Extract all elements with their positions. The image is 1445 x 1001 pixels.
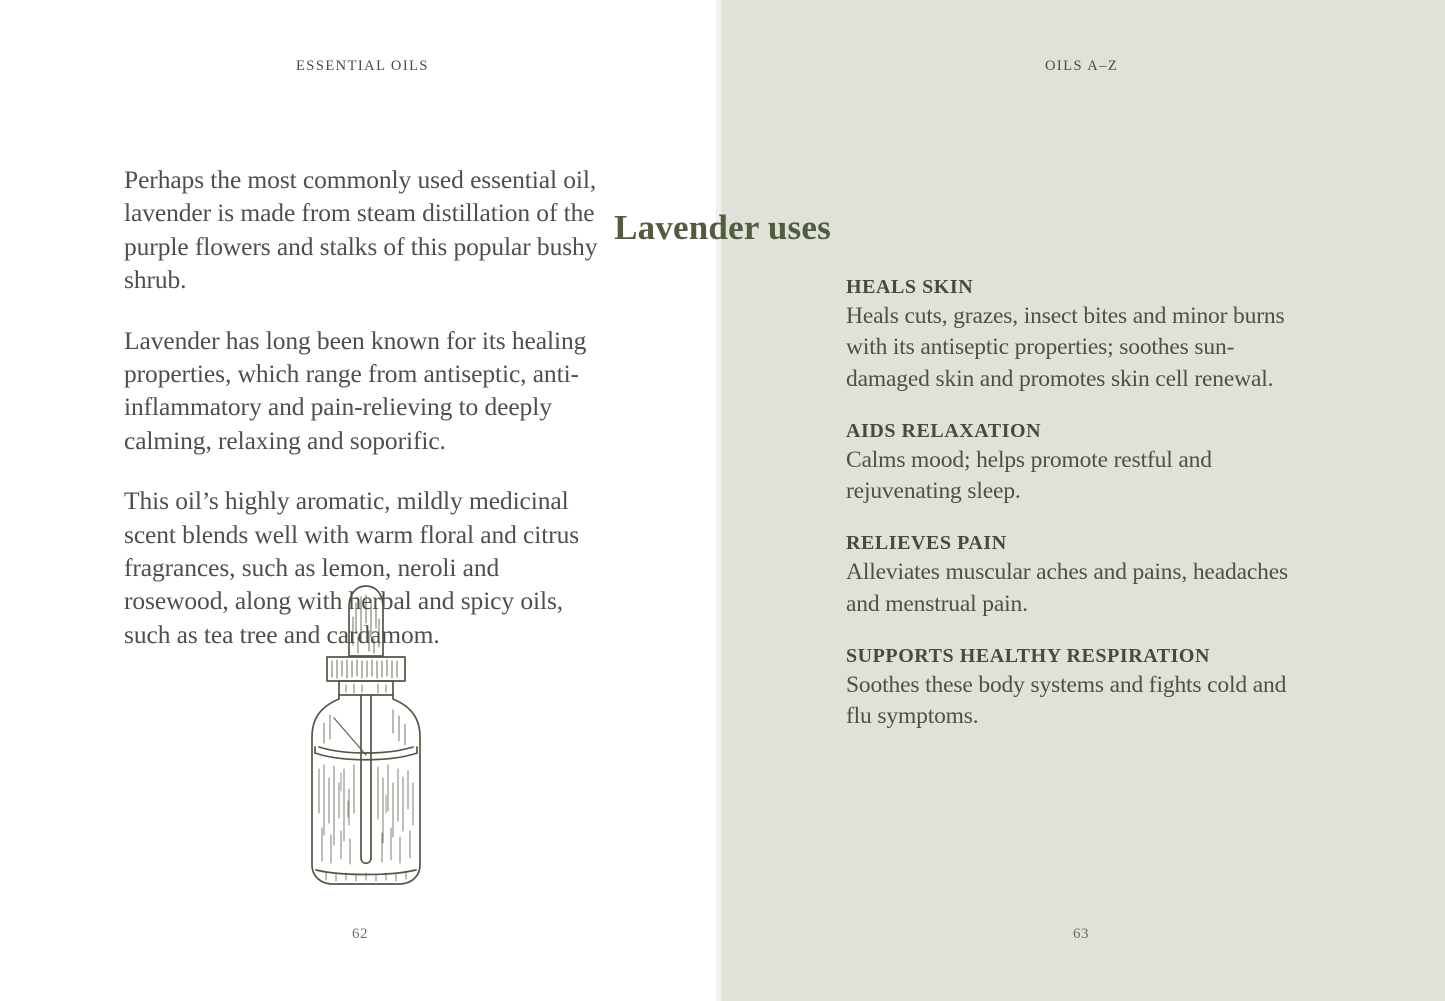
use-block xyxy=(846,276,1316,395)
use-block xyxy=(846,645,1316,733)
use-description: Soothes these body systems and fights cold and flu symptoms. xyxy=(846,671,1287,729)
page-number-right: 63 xyxy=(1073,926,1089,942)
use-description: Alleviates muscular aches and pains, headaches and menstrual pain. xyxy=(846,559,1289,617)
lavender-uses-list xyxy=(846,276,1316,732)
use-heading: SUPPORTS HEALTHY RESPIRATION xyxy=(846,644,1211,667)
use-block xyxy=(846,532,1316,620)
left-page xyxy=(0,0,716,1001)
use-heading: HEALS SKIN xyxy=(846,276,974,298)
paragraph-3: This oil’s highly aromatic, mildly medicinal scent blends well with warm floral and citrus fragrances, such as lemon, neroli and rosewood, along with herbal and spicy oils, such as tea tree and cardamom. xyxy=(124,486,580,649)
dropper-bottle-illustration xyxy=(286,573,446,898)
paragraph-2: Lavender has long been known for its healing properties, which range from antiseptic, anti-inflammatory and pain-relieving to deeply calming, relaxing and soporific. xyxy=(124,325,587,455)
running-head-right: OILS A–Z xyxy=(1045,58,1119,74)
lavender-uses-title: Lavender uses xyxy=(614,208,831,247)
use-heading: RELIEVES PAIN xyxy=(846,532,1007,555)
use-description: Calms mood; helps promote restful and rejuvenating sleep. xyxy=(846,446,1212,504)
running-head-left: ESSENTIAL OILS xyxy=(296,58,429,74)
paragraph-1: Perhaps the most commonly used essential oil, lavender is made from steam distillation of the purple flowers and stalks of this popular bushy shrub. xyxy=(124,165,598,295)
use-heading: AIDS RELAXATION xyxy=(846,419,1042,442)
page-number-left: 62 xyxy=(352,926,368,942)
use-description: Heals cuts, grazes, insect bites and minor burns with its antiseptic properties; soothes sun-damaged skin and promotes skin cell renewal. xyxy=(846,303,1285,392)
use-block xyxy=(846,420,1316,508)
